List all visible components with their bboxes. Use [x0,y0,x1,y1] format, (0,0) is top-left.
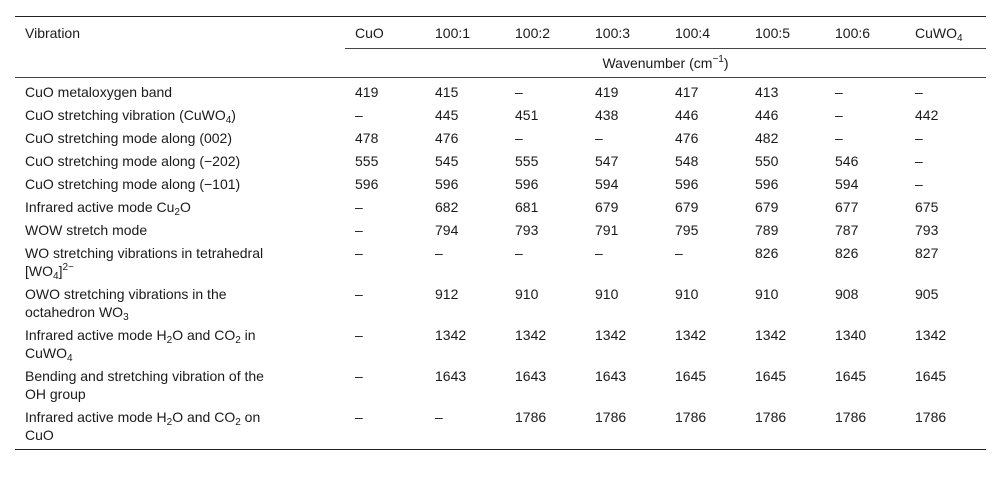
wavenumber-cell: – [595,130,603,146]
vibration-label: Infrared active mode $Cu_2O$ [25,199,191,218]
wavenumber-cell: 1786 [745,406,825,450]
wavenumber-cell: 596 [755,176,779,192]
wavenumber-cell: 1643 [435,368,467,384]
table-row [15,150,986,173]
wavenumber-cell: 1340 [835,327,867,343]
wavenumber-cell: 442 [915,107,939,123]
wavenumber-cell: 793 [515,222,539,238]
wavenumber-cell: – [515,130,523,146]
wavenumber-cell: – [355,199,363,215]
wavenumber-cell: – [355,286,363,302]
wavenumber-cell: – [915,84,923,100]
table-row [15,283,986,324]
header-col: 100:3 [585,17,665,49]
wavenumber-cell: 793 [915,222,939,238]
table-row [15,127,986,150]
wavenumber-cell: 910 [515,286,539,302]
wavenumber-cell: – [915,153,923,169]
wavenumber-cell: 795 [675,222,699,238]
wavenumber-cell: 677 [835,199,859,215]
table-body [15,78,986,450]
wavenumber-cell: – [425,406,505,450]
table-row [15,324,986,365]
vibration-table [15,16,986,450]
vibration-label: CuO metaloxygen band [25,84,173,100]
wavenumber-cell: 789 [755,222,779,238]
wavenumber-cell: 1342 [595,327,627,343]
wavenumber-cell: 1342 [515,327,547,343]
wavenumber-cell: 910 [595,286,619,302]
vibration-label: WO stretching vibrations in tetrahedral $[WO_4]^{2-}$ [25,245,264,282]
wavenumber-cell: 476 [675,130,699,146]
wavenumber-cell: 555 [355,153,379,169]
wavenumber-cell: – [835,107,843,123]
wavenumber-cell: 596 [435,176,459,192]
wavenumber-cell: 794 [435,222,459,238]
wavenumber-cell: 1786 [905,406,986,450]
wavenumber-cell: 905 [915,286,939,302]
wavenumber-cell: – [515,245,523,261]
table-row [15,173,986,196]
wavenumber-cell: 476 [435,130,459,146]
wavenumber-cell: 912 [435,286,459,302]
wavenumber-cell: 546 [835,153,859,169]
header-row [15,17,986,49]
vibration-label: Infrared active mode $H_2O$ and $CO_2$ in CuWO$_4$ [25,327,256,364]
wavenumber-cell: – [915,130,923,146]
wavenumber-cell: 1342 [755,327,787,343]
wavenumber-cell: – [355,327,363,343]
wavenumber-cell: 679 [755,199,779,215]
wavenumber-cell: 547 [595,153,619,169]
header-col: 100:1 [425,17,505,49]
wavenumber-cell: – [355,107,363,123]
wavenumber-cell: 548 [675,153,699,169]
wavenumber-cell: 910 [675,286,699,302]
wavenumber-cell: 1786 [585,406,665,450]
wavenumber-cell: 1645 [835,368,867,384]
wavenumber-cell: – [435,245,443,261]
wavenumber-cell: 1786 [665,406,745,450]
wavenumber-cell: 1342 [915,327,947,343]
wavenumber-cell: – [355,222,363,238]
wavenumber-cell: – [675,245,683,261]
wavenumber-cell: 787 [835,222,859,238]
wavenumber-cell: – [595,245,603,261]
wavenumber-cell: 594 [595,176,619,192]
wavenumber-cell: 681 [515,199,539,215]
vibration-label: CuO stretching vibration (CuWO$_4$) [25,107,236,126]
table-row [15,406,986,450]
wavenumber-cell: 596 [515,176,539,192]
wavenumber-cell: 596 [355,176,379,192]
vibration-label: OWO stretching vibrations in the octahedron $WO_3$ [25,286,227,323]
wavenumber-cell: 594 [835,176,859,192]
wavenumber-cell: 446 [755,107,779,123]
wavenumber-cell: – [515,84,523,100]
vibration-label: Bending and stretching vibration of the OH group [25,368,264,402]
header-col: 100:6 [825,17,905,49]
table-row [15,365,986,406]
table-row [15,78,986,105]
wavenumber-cell: 419 [595,84,619,100]
data-table-container [15,16,986,450]
wavenumber-cell: 451 [515,107,539,123]
wavenumber-cell: 596 [675,176,699,192]
wavenumber-cell: 1645 [755,368,787,384]
wavenumber-cell: 1342 [435,327,467,343]
wavenumber-cell: 826 [835,245,859,261]
wavenumber-cell: 1643 [595,368,627,384]
wavenumber-cell: – [355,245,363,261]
wavenumber-cell: 482 [755,130,779,146]
wavenumber-cell: – [355,368,363,384]
wavenumber-cell: 1786 [825,406,905,450]
header-col: CuWO$_4$ [905,17,986,49]
wavenumber-cell: 908 [835,286,859,302]
wavenumber-cell: 827 [915,245,939,261]
wavenumber-cell: 826 [755,245,779,261]
table-row [15,196,986,219]
wavenumber-cell: – [345,406,425,450]
wavenumber-cell: – [835,84,843,100]
table-row [15,219,986,242]
wavenumber-cell: 415 [435,84,459,100]
units-spacer [15,49,345,78]
wavenumber-cell: 675 [915,199,939,215]
wavenumber-cell: 1645 [675,368,707,384]
wavenumber-cell: 555 [515,153,539,169]
wavenumber-cell: 679 [595,199,619,215]
wavenumber-cell: – [915,176,923,192]
wavenumber-cell: 682 [435,199,459,215]
wavenumber-cell: 419 [355,84,379,100]
wavenumber-cell: 679 [675,199,699,215]
wavenumber-cell: 1643 [515,368,547,384]
wavenumber-cell: – [835,130,843,146]
vibration-label: Infrared active mode $H_2O$ and $CO_2$ on CuO [15,406,345,450]
vibration-label: CuO stretching mode along (−202) [25,153,241,169]
header-vibration: Vibration [15,17,345,49]
wavenumber-cell: 791 [595,222,619,238]
header-col: 100:5 [745,17,825,49]
vibration-label: WOW stretch mode [25,222,148,238]
wavenumber-cell: 550 [755,153,779,169]
wavenumber-cell: 413 [755,84,779,100]
vibration-label: CuO stretching mode along (002) [25,130,232,146]
wavenumber-cell: 1786 [505,406,585,450]
units-label: Wavenumber $(cm^{-1})$ [345,49,986,78]
table-row [15,242,986,283]
wavenumber-cell: 910 [755,286,779,302]
wavenumber-cell: 1645 [915,368,947,384]
vibration-label: CuO stretching mode along (−101) [25,176,241,192]
wavenumber-cell: 417 [675,84,699,100]
units-row [15,49,986,78]
wavenumber-cell: 446 [675,107,699,123]
header-col: 100:2 [505,17,585,49]
wavenumber-cell: 445 [435,107,459,123]
wavenumber-cell: 545 [435,153,459,169]
header-col: CuO [345,17,425,49]
wavenumber-cell: 1342 [675,327,707,343]
wavenumber-cell: 478 [355,130,379,146]
header-col: 100:4 [665,17,745,49]
table-row [15,104,986,127]
wavenumber-cell: 438 [595,107,619,123]
